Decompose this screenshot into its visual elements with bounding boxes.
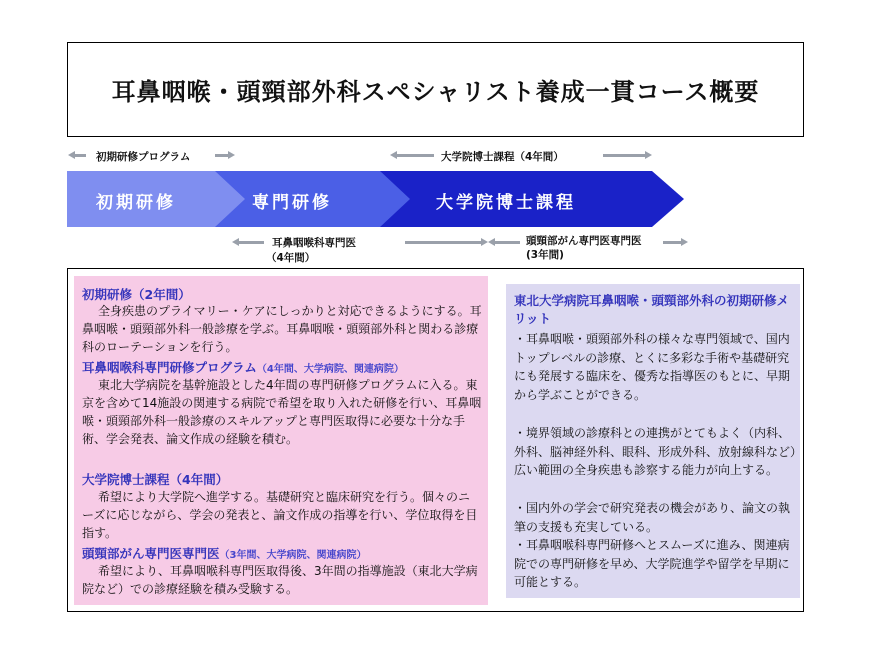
stage-specialty-label: 専門研修 — [252, 193, 332, 213]
label-specialist-years: （4年間） — [266, 252, 316, 264]
arrow-line — [663, 241, 681, 244]
merit-item: ・耳鼻咽喉・頭頸部外科の様々な専門領域で、国内トップレベルの診療、とくに多彩な手術や基礎研究にも発展する臨床を、優秀な指導医のもとに、早期から学ぶことができる。 — [514, 332, 791, 402]
section-subtitle: （3年間、大学病院、関連病院） — [219, 550, 367, 561]
arrow-right-icon — [681, 238, 688, 246]
section-subtitle: （4年間、大学病院、関連病院） — [256, 364, 404, 375]
section-heading — [82, 470, 228, 488]
stage-graduate-label: 大学院博士課程 — [436, 193, 576, 213]
section-heading — [82, 285, 191, 303]
arrow-right-icon — [481, 238, 488, 246]
arrow-line — [238, 241, 264, 244]
label-cancer-years: (3年間) — [526, 249, 564, 261]
label-graduate-program: 大学院博士課程（4年間） — [441, 151, 564, 163]
page-title: 耳鼻咽喉・頭頸部外科スペシャリスト養成一貫コース概要 — [111, 78, 760, 106]
label-initial-program: 初期研修プログラム — [96, 151, 191, 163]
section-body: 希望により大学院へ進学する。基礎研究と臨床研究を行う。個々のニーズに応じながら、学会の発表と、論文作成の指導を行い、学位取得を目指す。 — [82, 490, 478, 540]
stage-initial-label: 初期研修 — [96, 193, 176, 213]
section-body: 東北大学病院を基幹施設とした4年間の専門研修プログラムに入る。東京を含めて14施設の関連する病院で希望を取り入れた研修を行い、耳鼻咽喉・頭頸部外科一般診療のスキルアップと専門医取得に必要な十分な手術、学会発表、論文作成の経験を積む。 — [82, 378, 482, 446]
section-title: 耳鼻咽喉科専門研修プログラム — [82, 360, 257, 375]
label-cancer-specialist: 頭頸部がん専門医専門医 — [526, 235, 642, 247]
section-title: 頭頸部がん専門医専門医 — [82, 546, 220, 561]
section-title: 大学院博士課程（4年間） — [82, 472, 229, 487]
section-heading — [82, 358, 404, 376]
merit-item: ・境界領域の診療科との連携がとてもよく（内科、外科、脳神経外科、眼科、形成外科、放射線科など）広い範囲の全身疾患も診察する能力が向上する。 — [514, 426, 797, 477]
arrow-line — [405, 241, 481, 244]
merit-item: ・国内外の学会で研究発表の機会があり、論文の執筆の支援も充実している。 — [514, 501, 791, 534]
section-heading — [82, 544, 366, 562]
section-body: 希望により、耳鼻咽喉科専門医取得後、3年間の指導施設（東北大学病院など）での診療経験を積み受験する。 — [82, 564, 478, 596]
merit-item: ・耳鼻咽喉科専門研修へとスムーズに進み、関連病院での専門研修を早め、大学院進学や留学を早期に可能とする。 — [514, 538, 790, 589]
arrow-line — [494, 241, 520, 244]
section-title: 初期研修（2年間） — [82, 287, 191, 302]
label-specialist: 耳鼻咽喉科専門医 — [272, 237, 356, 249]
section-body: 全身疾患のプライマリー・ケアにしっかりと対応できるようにする。耳鼻咽喉・頭頸部外科一般診療を学ぶ。耳鼻咽喉・頭頸部外科と関わる診療科のローテーションを行う。 — [82, 304, 482, 354]
merit-title: 東北大学病院耳鼻咽喉・頭頸部外科の初期研修メリット — [514, 293, 790, 326]
